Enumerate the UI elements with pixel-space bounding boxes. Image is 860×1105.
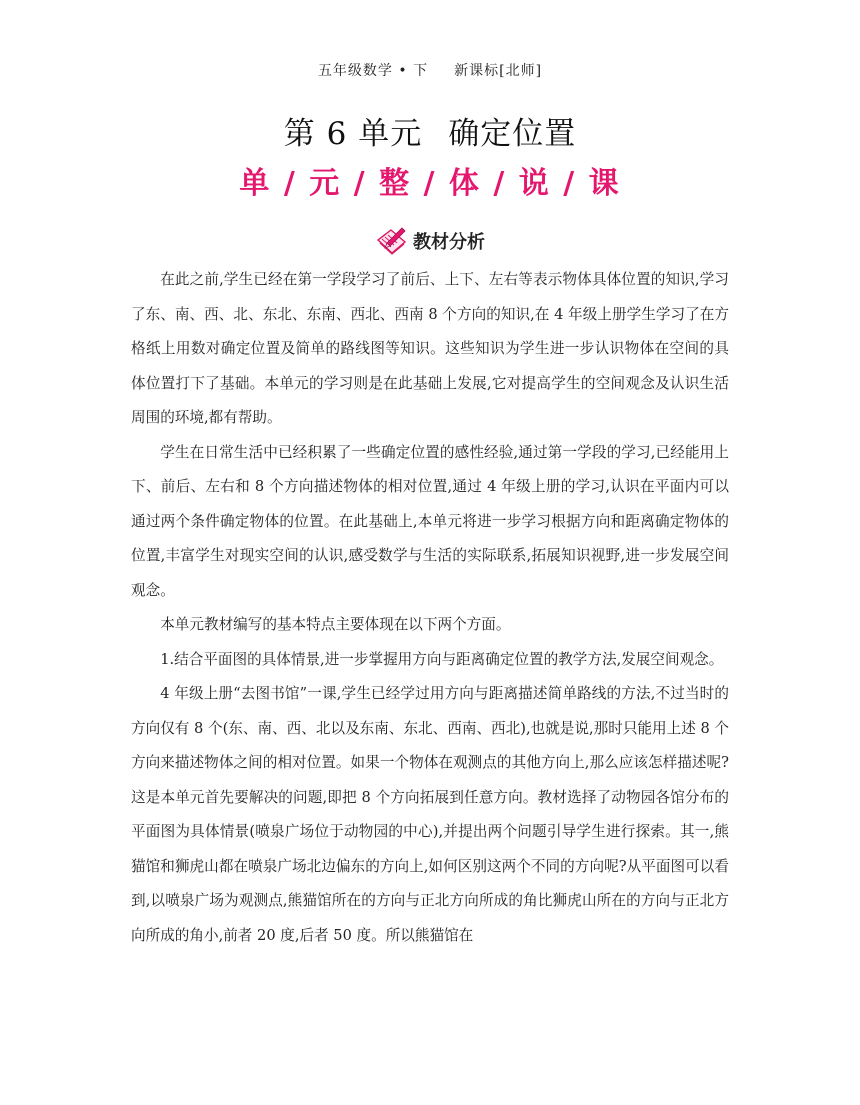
paragraph: 在此之前,学生已经在第一学段学习了前后、上下、左右等表示物体具体位置的知识,学习了东、南、西、北、东北、东南、西北、西南 8 个方向的知识,在 4 年级上册学生学习了在方格纸上用数对确定位置及简单的路线图等知识。这些知识为学生进一步认识物体在空间的具体位置打下了基础。本单元的学习则是在此基础上发展,它对提高学生的空间观念及认识生活周围的环境,都有帮助。	[131, 271, 729, 426]
pencil-notebook-icon	[375, 226, 407, 256]
unit-subtitle: 单 / 元 / 整 / 体 / 说 / 课	[239, 166, 621, 201]
paragraph: 4 年级上册“去图书馆”一课,学生已经学过用方向与距离描述简单路线的方法,不过当时的方向仅有 8 个(东、南、西、北以及东南、东北、西南、西北),也就是说,那时只能用上述 8 个方向来描述物体之间的相对位置。如果一个物体在观测点的其他方向上,那么应该怎样描述呢?这是本单元首先要解决的问题,即把 8 个方向拓展到任意方向。教材选择了动物园各馆分布的平面图为具体情景(喷泉广场位于动物园的中心),并提出两个问题引导学生进行探索。其一,熊猫馆和狮虎山都在喷泉广场北边偏东的方向上,如何区别这两个不同的方向呢?从平面图可以看到,以喷泉广场为观测点,熊猫馆所在的方向与正北方向所成的角比狮虎山所在的方向与正北方向所成的角小,前者 20 度,后者 50 度。所以熊猫馆在	[131, 685, 729, 944]
paragraph: 1.结合平面图的具体情景,进一步掌握用方向与距离确定位置的教学方法,发展空间观念。	[160, 650, 724, 668]
paragraph: 学生在日常生活中已经积累了一些确定位置的感性经验,通过第一学段的学习,已经能用上下、前后、左右和 8 个方向描述物体的相对位置,通过 4 年级上册的学习,认识在平面内可以通过两个条件确定物体的位置。在此基础上,本单元将进一步学习根据方向和距离确定物体的位置,丰富学生对现实空间的认识,感受数学与生活的实际联系,拓展知识视野,进一步发展空间观念。	[131, 443, 729, 599]
unit-number: 第 6 单元	[283, 116, 423, 152]
unit-title	[0, 108, 860, 153]
header-subject: 五年级数学 • 下	[317, 63, 429, 79]
section-title: 教材分析	[413, 232, 485, 253]
unit-name: 确定位置	[448, 116, 577, 152]
paragraph: 本单元教材编写的基本特点主要体现在以下两个方面。	[160, 616, 511, 633]
section-heading	[0, 226, 860, 256]
header-edition: 新课标[北师]	[454, 63, 543, 79]
page-header	[0, 60, 860, 80]
body-text	[131, 263, 729, 953]
